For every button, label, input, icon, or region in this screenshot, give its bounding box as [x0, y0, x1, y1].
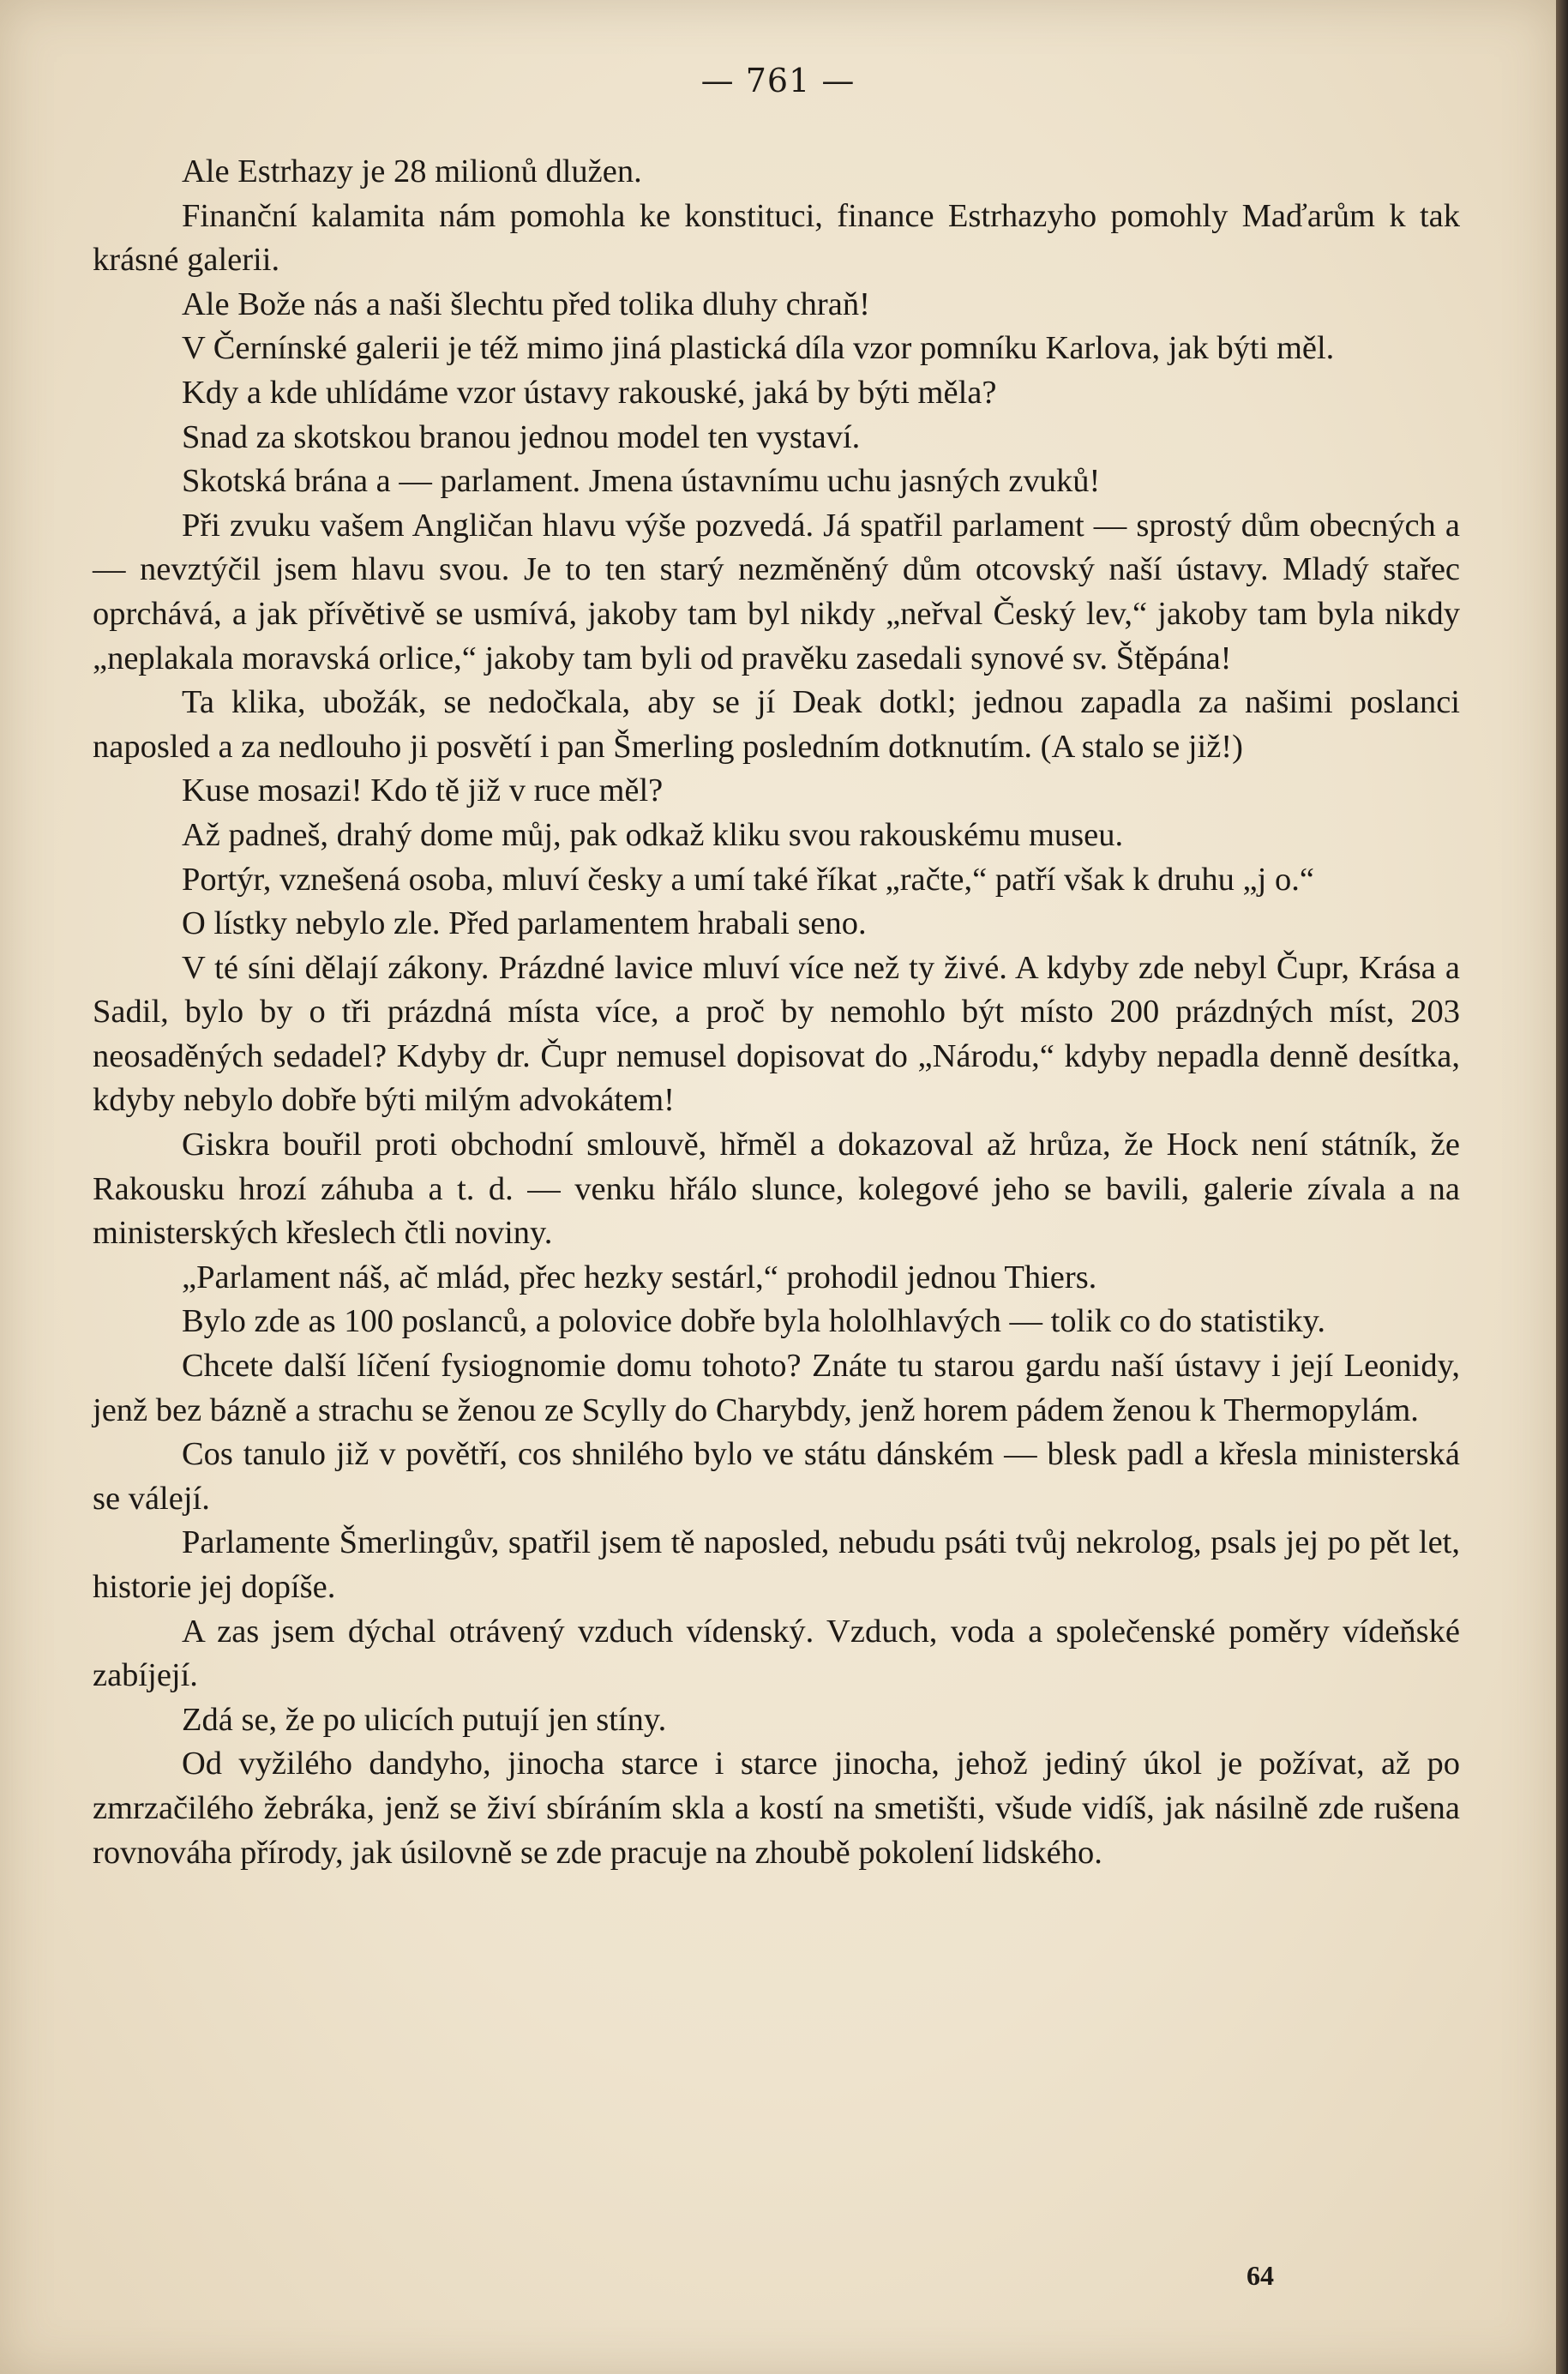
paragraph: O lístky nebylo zle. Před parlamentem hrabali seno.	[182, 905, 867, 942]
paragraph: V Černínské galerii je též mimo jiná plastická díla vzor pomníku Karlova, jak býti měl.	[182, 330, 1335, 367]
paragraph: Kdy a kde uhlídáme vzor ústavy rakouské, jaká by býti měla?	[182, 374, 997, 411]
body-text	[93, 150, 1460, 1875]
paragraph: Od vyžilého dandyho, jinocha starce i starce jinocha, jehož jediný úkol je požívat, až po zmrzačilého žebráka, jenž se živí sbíráním skla a kostí na smetišti, všude vidíš, jak násilně zde rušena rovnováha přírody, jak úsilovně se zde pracuje na zhoubě pokolení lidského.	[93, 1746, 1460, 1871]
paragraph: Chcete další líčení fysiognomie domu tohoto? Znáte tu starou gardu naší ústavy i její Leonidy, jenž bez bázně a strachu se ženou ze Scylly do Charybdy, jenž horem pádem ženou k Thermopylám.	[93, 1348, 1460, 1428]
paragraph: Ale Bože nás a naši šlechtu před tolika dluhy chraň!	[182, 285, 870, 322]
paragraph: Giskra bouřil proti obchodní smlouvě, hřměl a dokazoval až hrůza, že Hock není státník, že Rakousku hrozí záhuba a t. d. — venku hřálo slunce, kolegové jeho se bavili, galerie zívala a na ministerských křeslech čtli noviny.	[93, 1127, 1460, 1252]
paragraph: Finanční kalamita nám pomohla ke konstituci, finance Estrhazyho pomohly Maďarům k tak krásné galerii.	[93, 197, 1460, 279]
page-edge	[1556, 0, 1568, 2374]
page-number-header: — 761 —	[700, 62, 856, 99]
paragraph: Skotská brána a — parlament. Jmena ústavnímu uchu jasných zvuků!	[182, 463, 1101, 500]
paragraph: Bylo zde as 100 poslanců, a polovice dobře byla hololhlavých — tolik co do statistiky.	[182, 1303, 1326, 1340]
paragraph: Cos tanulo již v povětří, cos shnilého bylo ve státu dánském — blesk padl a křesla ministerská se válejí.	[93, 1436, 1460, 1517]
paragraph: Portýr, vznešená osoba, mluví česky a umí také říkat „račte,“ patří však k druhu „j o.“	[182, 861, 1314, 898]
paragraph: Parlamente Šmerlingův, spatřil jsem tě naposled, nebudu psáti tvůj nekrolog, psals jej po pět let, historie jej dopíše.	[93, 1524, 1460, 1605]
paragraph: Ta klika, ubožák, se nedočkala, aby se jí Deak dotkl; jednou zapadla za našimi poslanci naposled a za nedlouho ji posvětí i pan Šmerling posledním dotknutím. (A stalo se již!)	[93, 684, 1460, 765]
signature-number: 64	[1247, 2260, 1274, 2291]
paragraph: Ale Estrhazy je 28 milionů dlužen.	[182, 153, 642, 189]
paragraph: V té síni dělají zákony. Prázdné lavice mluví více než ty živé. A kdyby zde nebyl Čupr, Krása a Sadil, bylo by o tři prázdná místa více, a proč by nemohlo být místo 200 prázdných míst, 203 neosaděných sedadel? Kdyby dr. Čupr nemusel dopisovat do „Národu,“ kdyby nepadla denně desítka, kdyby nebylo dobře býti milým advokátem!	[93, 949, 1460, 1119]
paragraph: „Parlament náš, ač mlád, přec hezky sestárl,“ prohodil jednou Thiers.	[182, 1259, 1097, 1295]
paragraph: Snad za skotskou branou jednou model ten vystaví.	[182, 418, 861, 455]
paragraph: Zdá se, že po ulicích putují jen stíny.	[182, 1701, 667, 1738]
paragraph: Při zvuku vašem Angličan hlavu výše pozvedá. Já spatřil parlament — sprostý dům obecných a — nevztýčil jsem hlavu svou. Je to ten starý nezměněný dům otcovský naší ústavy. Mladý stařec oprchává, a jak přívětivě se usmívá, jakoby tam byl nikdy „neřval Český lev,“ jakoby tam byla nikdy „neplakala moravská orlice,“ jakoby tam byli od pravěku zasedali synové sv. Štěpána!	[93, 507, 1460, 676]
paragraph: Až padneš, drahý dome můj, pak odkaž kliku svou rakouskému museu.	[182, 816, 1124, 853]
paragraph: A zas jsem dýchal otrávený vzduch vídenský. Vzduch, voda a společenské poměry vídeňské zabíjejí.	[93, 1613, 1460, 1694]
paragraph: Kuse mosazi! Kdo tě již v ruce měl?	[182, 772, 664, 809]
